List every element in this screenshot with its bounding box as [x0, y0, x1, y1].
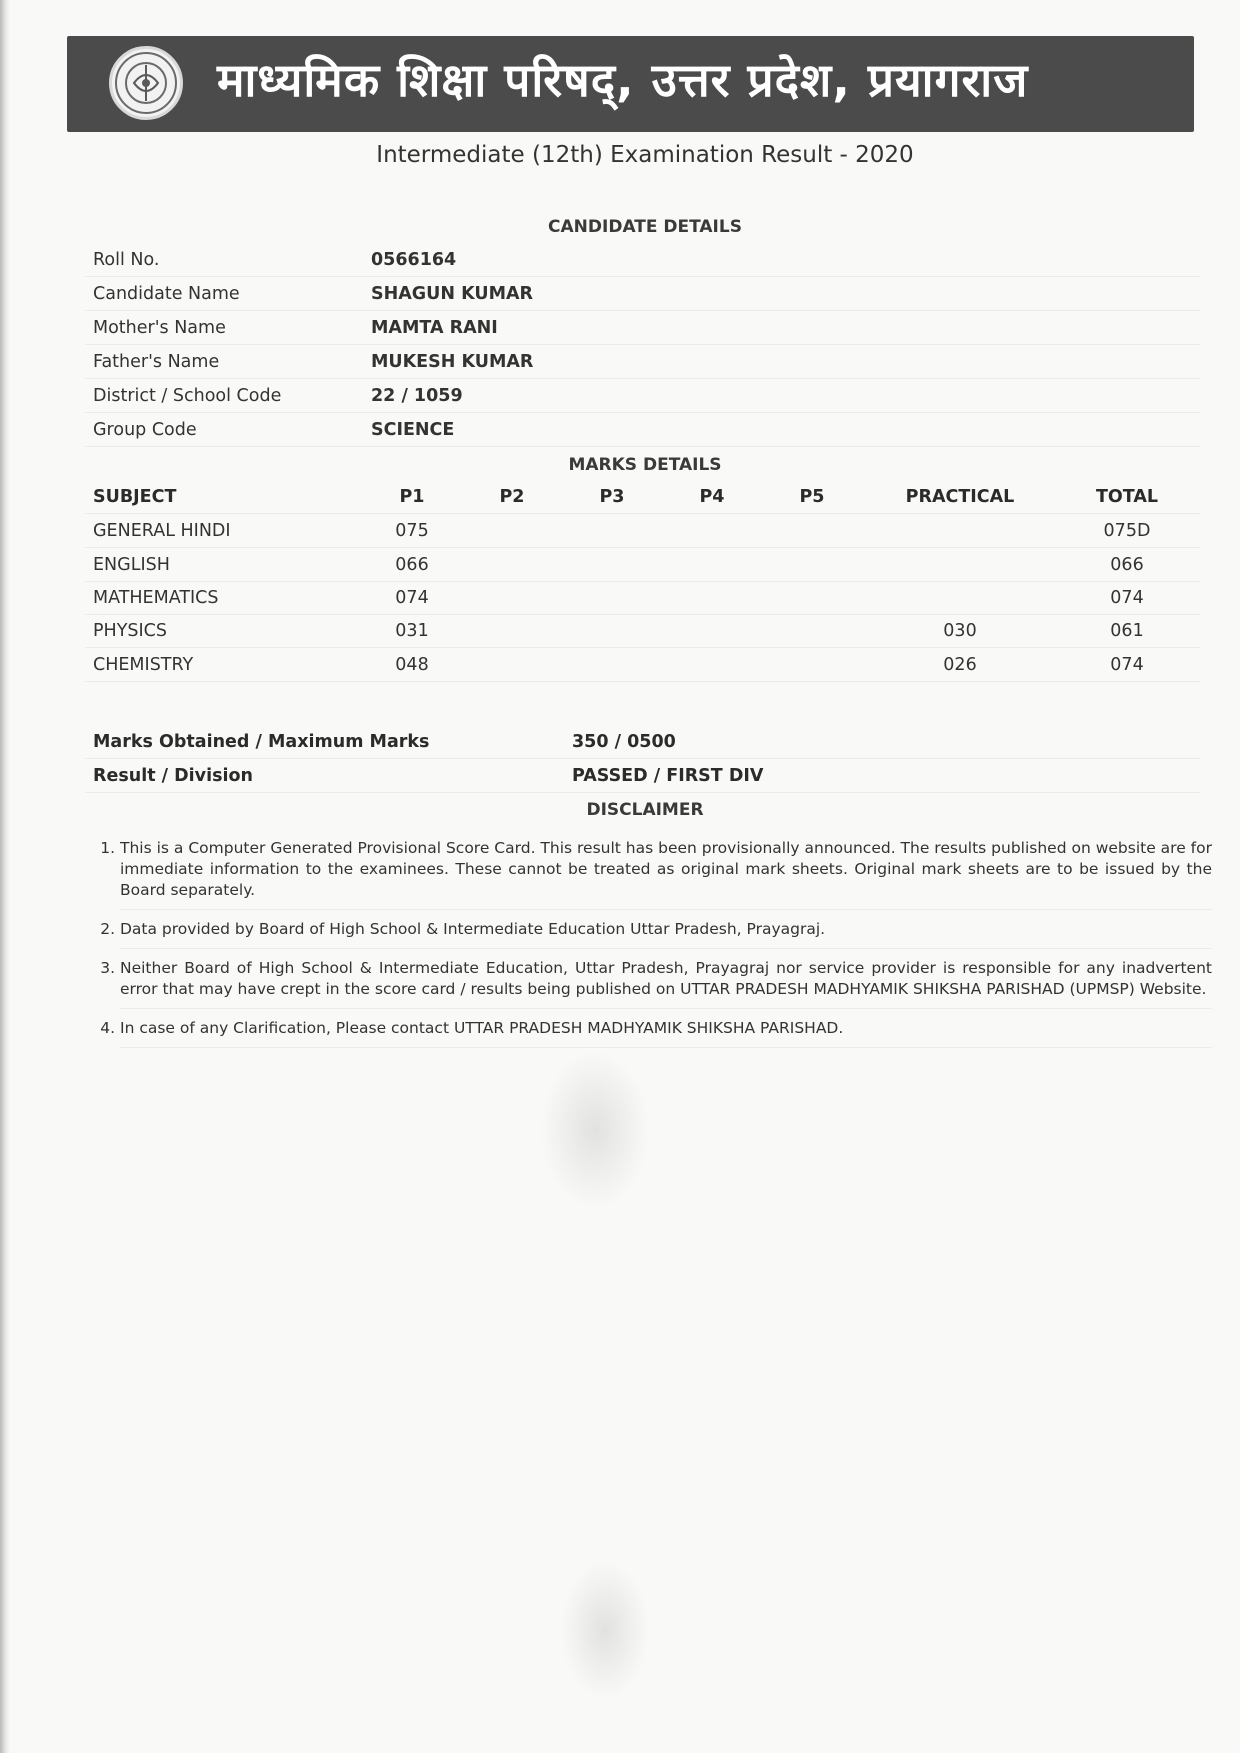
exam-title: Intermediate (12th) Examination Result - 2020 [376, 142, 914, 168]
scan-smudge [540, 1050, 650, 1210]
disclaimer-list [95, 838, 1212, 1057]
col-header-total: TOTAL [1095, 487, 1159, 507]
mother-name-row [85, 311, 1200, 345]
p1-cell: 074 [395, 588, 429, 608]
field-value: 22 / 1059 [371, 386, 463, 406]
p1-cell: 031 [395, 621, 429, 641]
field-label: Group Code [93, 420, 197, 440]
total-cell: 066 [1110, 555, 1144, 575]
district-school-code-row [85, 379, 1200, 413]
field-value: SHAGUN KUMAR [371, 284, 534, 304]
marks-obtained-label: Marks Obtained / Maximum Marks [93, 732, 430, 752]
practical-cell: 026 [943, 655, 977, 675]
subject-cell: ENGLISH [93, 555, 170, 575]
p1-cell: 066 [395, 555, 429, 575]
board-title: माध्यमिक शिक्षा परिषद्, उत्तर प्रदेश, प्रयागराज [217, 53, 1029, 107]
table-row [85, 648, 1200, 682]
marks-obtained-row [85, 725, 1200, 759]
subject-cell: GENERAL HINDI [93, 521, 231, 541]
field-label: Father's Name [93, 352, 220, 372]
total-cell: 075D [1103, 521, 1151, 541]
p1-cell: 048 [395, 655, 429, 675]
disclaimer-item: 3. Neither Board of High School & Intermediate Education, Uttar Pradesh, Prayagraj nor service provider is responsible for any inadvertent error that may have crept in the score card / results being published on UTTAR PRADESH MADHYAMIK SHIKSHA PARISHAD (UPMSP) Website. [120, 958, 1212, 1009]
father-name-row [85, 345, 1200, 379]
col-header-p1: P1 [399, 487, 425, 507]
disclaimer-item: 4. In case of any Clarification, Please contact UTTAR PRADESH MADHYAMIK SHIKSHA PARISHAD. [120, 1018, 1212, 1048]
marks-table-header [85, 480, 1200, 514]
field-label: Mother's Name [93, 318, 226, 338]
disclaimer-heading: DISCLAIMER [586, 800, 704, 820]
table-row [85, 514, 1200, 548]
total-cell: 074 [1110, 588, 1144, 608]
field-value: MUKESH KUMAR [371, 352, 534, 372]
marks-obtained-value: 350 / 0500 [572, 732, 676, 752]
field-value: 0566164 [371, 250, 457, 270]
candidate-details-heading: CANDIDATE DETAILS [548, 217, 742, 237]
disclaimer-item: 2. Data provided by Board of High School & Intermediate Education Uttar Pradesh, Prayagraj. [120, 919, 1212, 949]
header-banner [67, 36, 1194, 132]
field-label: Roll No. [93, 250, 160, 270]
col-header-subject: SUBJECT [93, 487, 177, 507]
table-row [85, 581, 1200, 615]
field-label: Candidate Name [93, 284, 240, 304]
col-header-p2: P2 [499, 487, 525, 507]
result-division-label: Result / Division [93, 766, 253, 786]
candidate-name-row [85, 277, 1200, 311]
total-cell: 074 [1110, 655, 1144, 675]
practical-cell: 030 [943, 621, 977, 641]
group-code-row [85, 413, 1200, 447]
scan-edge [0, 0, 10, 1753]
disclaimer-item: 1. This is a Computer Generated Provisional Score Card. This result has been provisionally announced. The results published on website are for immediate information to the examinees. These cannot be treated as original mark sheets. Original mark sheets are to be issued by the Board separately. [120, 838, 1212, 910]
marks-details-heading: MARKS DETAILS [568, 455, 722, 475]
field-value: SCIENCE [371, 420, 455, 440]
table-row [85, 614, 1200, 648]
subject-cell: PHYSICS [93, 621, 167, 641]
total-cell: 061 [1110, 621, 1144, 641]
subject-cell: CHEMISTRY [93, 655, 194, 675]
p1-cell: 075 [395, 521, 429, 541]
subject-cell: MATHEMATICS [93, 588, 219, 608]
up-government-emblem-icon [109, 46, 183, 120]
field-label: District / School Code [93, 386, 282, 406]
field-value: MAMTA RANI [371, 318, 498, 338]
col-header-practical: PRACTICAL [905, 487, 1015, 507]
col-header-p3: P3 [599, 487, 625, 507]
result-division-row [85, 759, 1200, 793]
col-header-p5: P5 [799, 487, 825, 507]
result-division-value: PASSED / FIRST DIV [572, 766, 764, 786]
roll-no-row [85, 243, 1200, 277]
col-header-p4: P4 [699, 487, 725, 507]
scan-smudge [560, 1560, 650, 1700]
table-row [85, 548, 1200, 582]
